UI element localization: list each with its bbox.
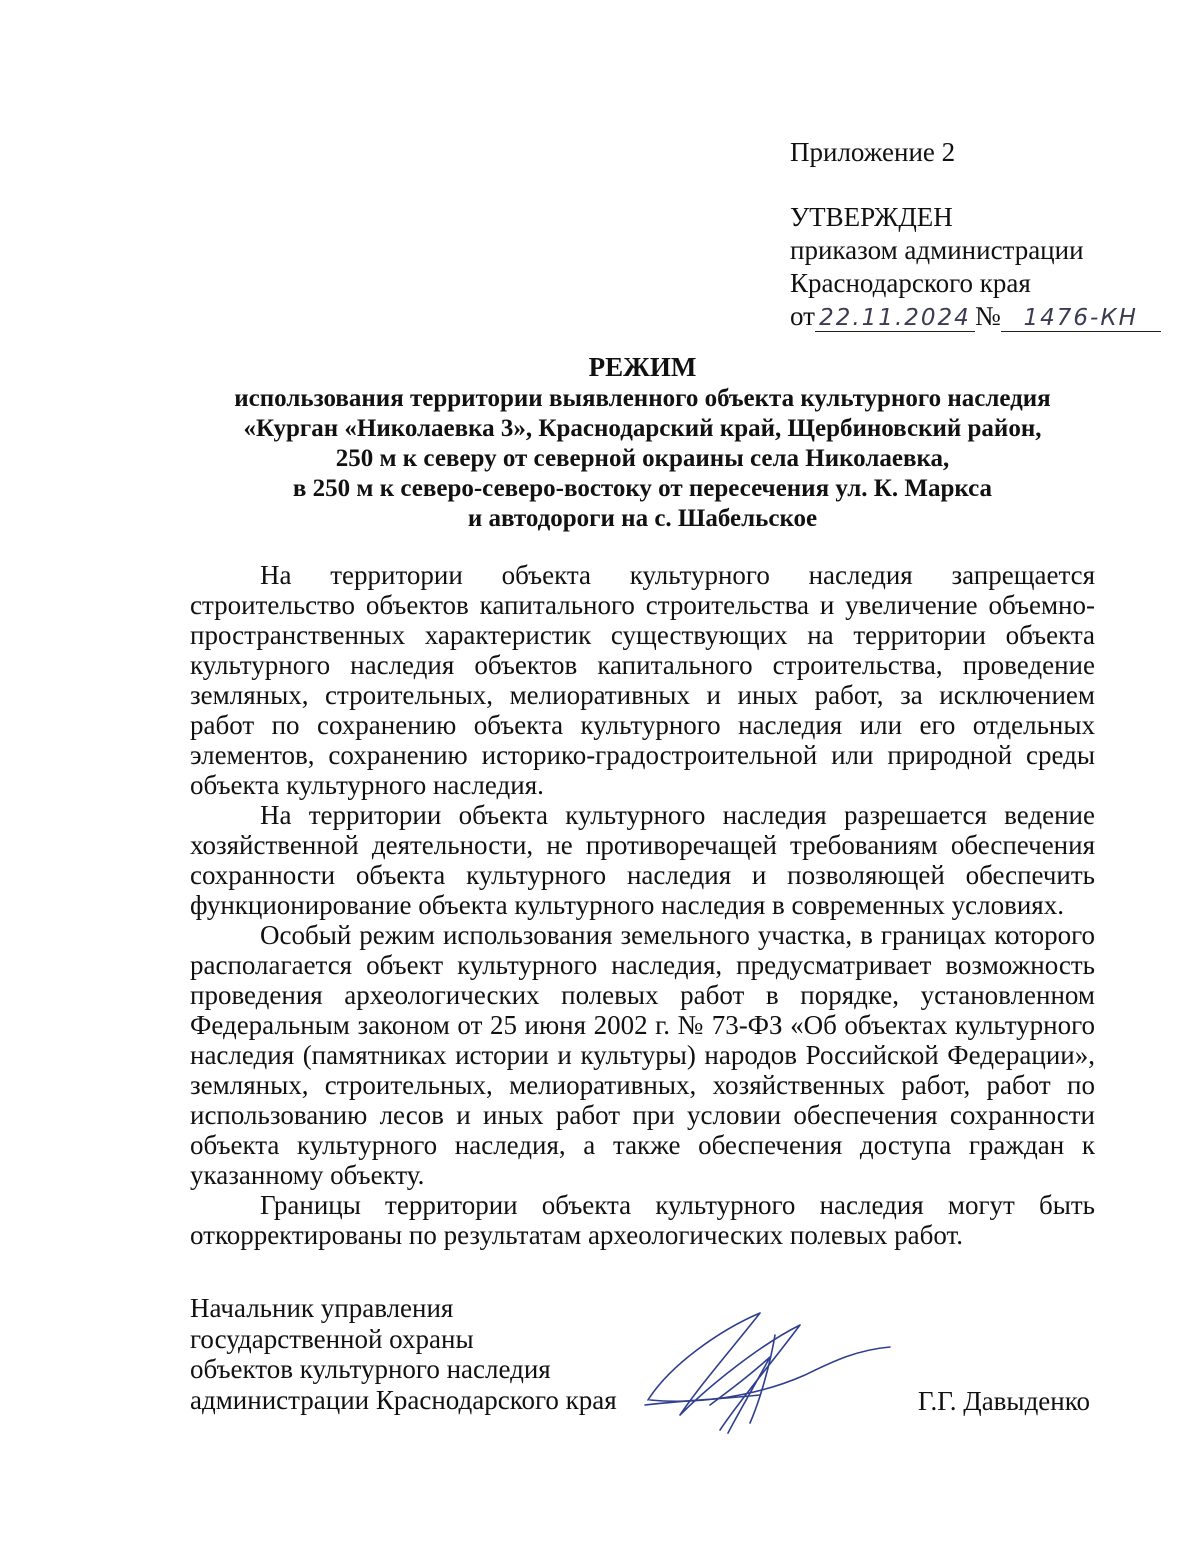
order-number-handwritten: 1476-КН <box>1001 305 1161 332</box>
approved-by-line-1: приказом администрации <box>790 235 1084 265</box>
approval-stamp-block <box>790 136 1170 333</box>
position-line: Начальник управления <box>190 1293 454 1323</box>
approved-label: УТВЕРЖДЕН <box>790 202 953 232</box>
title-line: 250 м к северу от северной окраины села Николаевка, <box>335 445 950 472</box>
handwritten-signature <box>640 1305 900 1445</box>
title-line: использования территории выявленного объекта культурного наследия <box>234 385 1051 412</box>
document-body <box>190 560 1095 1250</box>
number-prefix: № <box>974 301 1001 331</box>
signer-name: Г.Г. Давыденко <box>917 1386 1090 1416</box>
paragraph-boundaries: Границы территории объекта культурного наследия могут быть откорректированы по результатам археологических полевых работ. <box>190 1190 1095 1250</box>
approved-by-line-2: Краснодарского края <box>790 268 1031 298</box>
annex-label: Приложение 2 <box>790 137 956 167</box>
document-title-block <box>190 352 1095 534</box>
title-line: «Курган «Николаевка 3», Краснодарский край, Щербиновский район, <box>243 415 1042 442</box>
position-line: объектов культурного наследия <box>190 1354 551 1384</box>
paragraph-prohibitions: На территории объекта культурного наследия запрещается строительство объектов капитального строительства и увеличение объемно-пространственных характеристик существующих на территории объекта культурного наследия объектов капитального строительства, проведение земляных, строительных, мелиоративных и иных работ, за исключением работ по сохранению объекта культурного наследия или его отдельных элементов, сохранению историко-градостроительной или природной среды объекта культурного наследия. <box>190 560 1095 800</box>
order-date-handwritten: 22.11.2024 <box>815 305 975 332</box>
title-line: в 250 м к северо-северо-востоку от пересечения ул. К. Маркса <box>292 475 993 502</box>
document-title: РЕЖИМ <box>588 352 697 382</box>
title-line: и автодороги на с. Шабельское <box>467 505 818 532</box>
signatory-position <box>190 1293 690 1415</box>
position-line: государственной охраны <box>190 1323 474 1354</box>
order-date-number-line <box>790 300 1170 333</box>
paragraph-permissions: На территории объекта культурного наследия разрешается ведение хозяйственной деятельности, не противоречащей требованиям обеспечения сохранности объекта культурного наследия и позволяющей обеспечить функционирование объекта культурного наследия в современных условиях. <box>190 800 1095 920</box>
date-prefix: от <box>790 301 815 331</box>
paragraph-special-regime: Особый режим использования земельного участка, в границах которого располагается объект культурного наследия, предусматривает возможность проведения археологических полевых работ в порядке, установленном Федеральным законом от 25 июня 2002 г. № 73-ФЗ «Об объектах культурного наследия (памятниках истории и культуры) народов Российской Федерации», земляных, строительных, мелиоративных, хозяйственных работ, работ по использованию лесов и иных работ при условии обеспечения сохранности объекта культурного наследия, а также обеспечения доступа граждан к указанному объекту. <box>190 920 1095 1190</box>
position-line: администрации Краснодарского края <box>190 1384 617 1415</box>
